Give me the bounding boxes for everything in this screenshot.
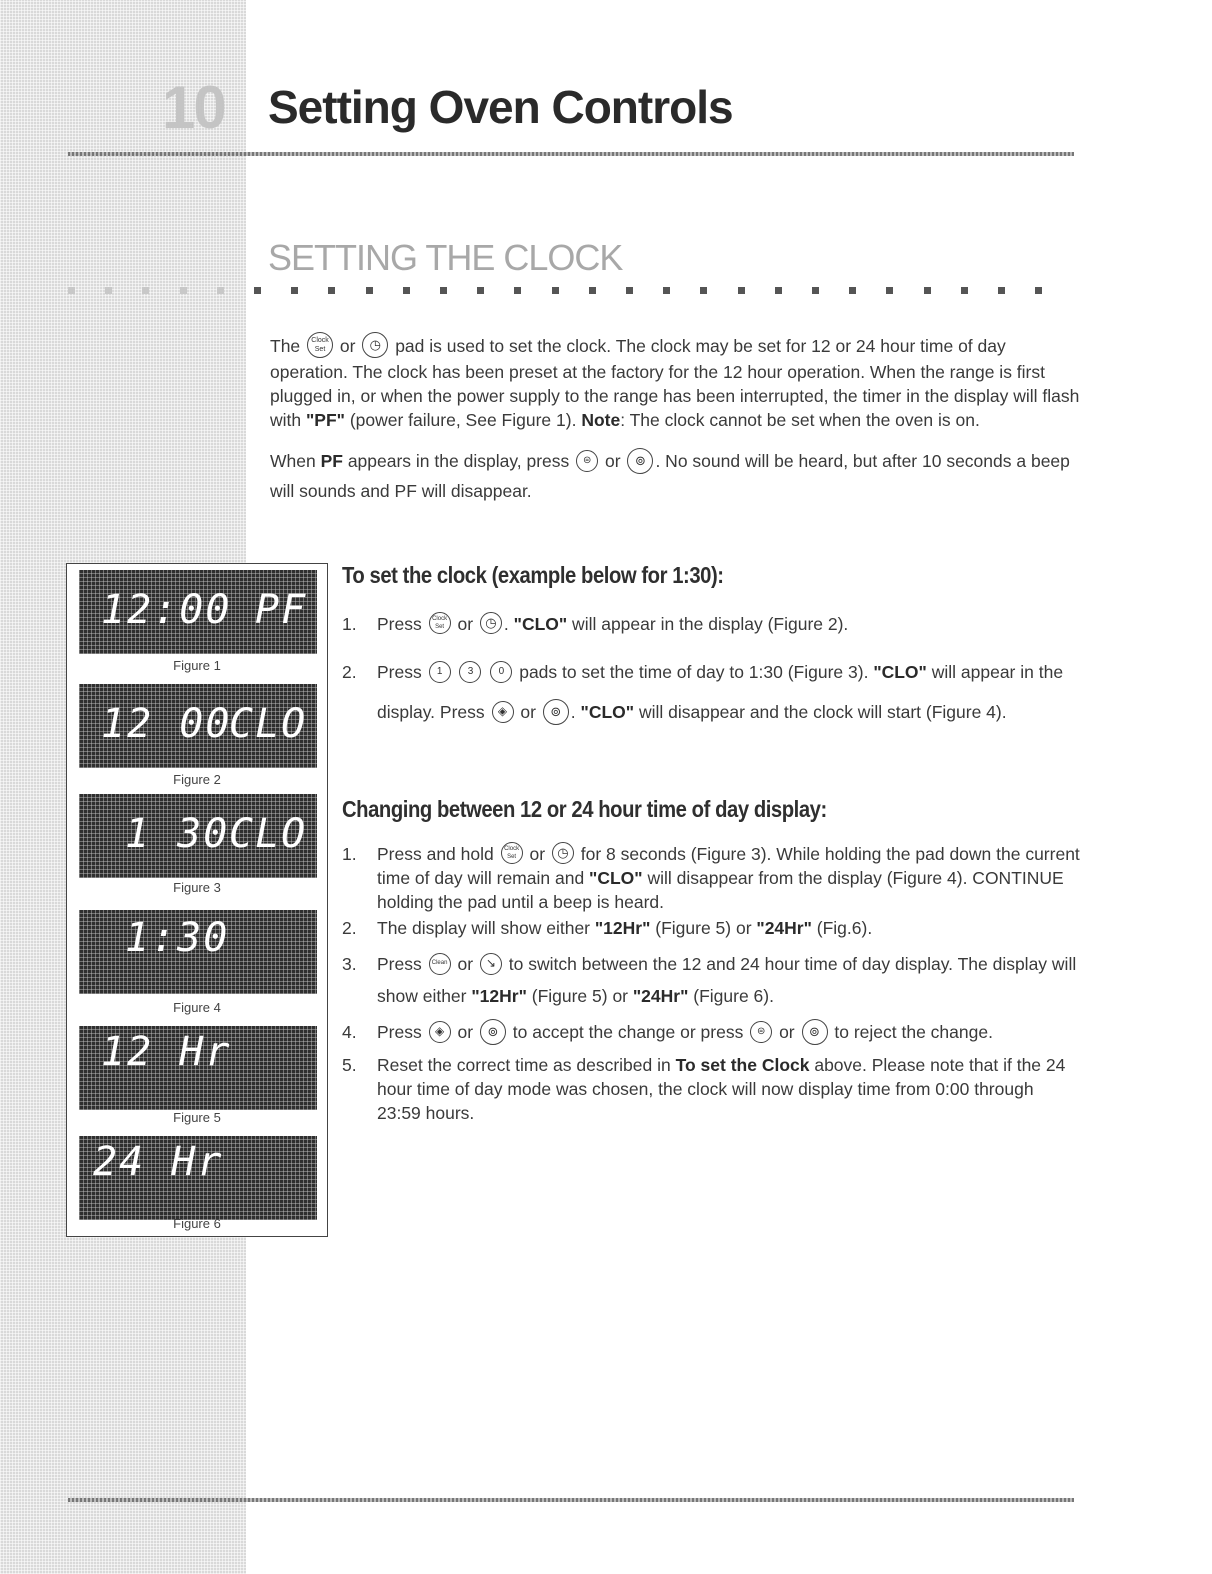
intro-paragraph-1	[270, 334, 1080, 432]
list-item	[342, 652, 1082, 732]
text: pad is used to set the clock. The clock may be set for 12 or 24 hour time of day operation. The clock has been preset at the factory for the 12 hour operation. When the range is first plugged in, or when the power supply to the range has been interrupted, the timer in the display will flash with	[270, 336, 1080, 431]
text: to switch between the 12 and 24 hour time of day display. The display will show either	[377, 954, 1077, 1007]
text: appears in the display, press	[342, 451, 575, 472]
start-round-pad-icon: ⊚	[480, 1019, 506, 1045]
step-number: 5.	[342, 1054, 357, 1075]
divider-dot	[849, 287, 856, 294]
divider-dot	[291, 287, 298, 294]
mode-code: "24Hr"	[632, 986, 689, 1007]
lcd-code: PF	[255, 587, 308, 633]
divider-dot	[142, 287, 149, 294]
divider-dot	[328, 287, 335, 294]
stop-pad-icon: ⊚	[802, 1019, 828, 1045]
divider-dot	[589, 287, 596, 294]
change-mode-heading: Changing between 12 or 24 hour time of day display:	[342, 796, 827, 822]
cross-reference: To set the Clock	[675, 1054, 810, 1075]
step-number: 1.	[342, 614, 357, 634]
divider-dot	[998, 287, 1005, 294]
divider-dot	[626, 287, 633, 294]
lcd-code: CLO	[229, 811, 308, 857]
lcd-display-figure-2	[79, 684, 317, 768]
text: Press	[377, 662, 427, 683]
digit-3-pad-icon: 3	[459, 661, 481, 683]
divider-dot	[68, 287, 75, 294]
text: pads to set the time of day to 1:30 (Figure 3).	[514, 662, 874, 683]
text: will disappear from the display (Figure 4). CONTINUE holding the pad until a beep is heard.	[377, 868, 1064, 913]
clean-pad-icon: Clean	[429, 953, 451, 975]
cancel-pad-icon: ⊜	[750, 1021, 772, 1043]
text: : The clock cannot be set when the oven is on.	[620, 410, 980, 431]
divider-dot	[403, 287, 410, 294]
divider-dot	[217, 287, 224, 294]
figure-caption: Figure 2	[173, 772, 221, 787]
divider-dot	[663, 287, 670, 294]
divider-dot	[738, 287, 745, 294]
lcd-time: 1 30	[125, 811, 230, 857]
text: (Figure 5) or	[526, 986, 633, 1007]
lcd-display-figure-3	[79, 794, 317, 878]
clock-set-pad-icon: Clock Set	[307, 332, 333, 358]
lcd-text: 12 Hr	[101, 1029, 232, 1075]
mode-code: "12Hr"	[471, 986, 527, 1007]
text: or	[600, 451, 626, 472]
step-number: 2.	[342, 918, 357, 939]
start-pad-icon: ◈	[492, 701, 514, 723]
figure-caption: Figure 5	[173, 1110, 221, 1125]
clock-set-pad-icon: Clock Set	[501, 842, 523, 864]
self-clean-pad-icon: ↘	[480, 953, 502, 975]
text: or	[452, 614, 478, 634]
start-round-pad-icon: ⊚	[543, 699, 569, 725]
text: The	[270, 336, 306, 356]
text: for 8 seconds (Figure 3). While holding the pad down the current time of day will remain and	[377, 844, 1080, 889]
text: to reject the change.	[829, 1022, 993, 1043]
mode-code: "12Hr"	[594, 918, 651, 939]
divider-dot	[514, 287, 521, 294]
step-number: 4.	[342, 1022, 357, 1043]
list-item	[342, 916, 1082, 940]
text: or	[515, 702, 541, 723]
list-item	[342, 612, 1082, 636]
page-title: Setting Oven Controls	[268, 81, 733, 133]
text: Press	[377, 614, 427, 634]
clock-icon: ◷	[552, 842, 574, 864]
title-divider	[68, 152, 1074, 156]
text: Press and hold	[377, 844, 499, 864]
text: When	[270, 451, 321, 472]
mode-code: "24Hr"	[756, 918, 812, 939]
pf-code: "PF"	[305, 410, 345, 431]
text: Reset the correct time as described in	[377, 1054, 676, 1075]
figure-panel	[66, 563, 328, 1237]
footer-divider	[68, 1498, 1074, 1502]
lcd-time: 1:30	[125, 915, 230, 961]
clo-code: "CLO"	[589, 868, 643, 889]
lcd-display-figure-1	[79, 570, 317, 654]
section-title: SETTING THE CLOCK	[268, 237, 623, 278]
chapter-number: 10	[162, 74, 225, 141]
divider-dot	[924, 287, 931, 294]
start-pad-icon: ◈	[429, 1021, 451, 1043]
divider-dot	[886, 287, 893, 294]
text: (Figure 5) or	[650, 918, 757, 939]
text: .	[570, 702, 581, 723]
list-item	[342, 1053, 1082, 1125]
digit-0-pad-icon: 0	[490, 661, 512, 683]
divider-dot	[440, 287, 447, 294]
divider-dot	[366, 287, 373, 294]
lcd-display-figure-6	[79, 1136, 317, 1220]
clo-code: "CLO"	[580, 702, 635, 723]
divider-dot	[700, 287, 707, 294]
divider-dot	[1035, 287, 1042, 294]
figure-caption: Figure 6	[173, 1216, 221, 1231]
text: or	[452, 954, 478, 975]
clo-code: "CLO"	[513, 614, 568, 634]
lcd-code: CLO	[229, 701, 308, 747]
text: (power failure, See Figure 1).	[344, 410, 582, 431]
divider-dot	[775, 287, 782, 294]
pf-code: PF	[320, 451, 343, 472]
text: or	[335, 336, 361, 356]
list-item	[342, 1020, 1082, 1046]
divider-dot	[961, 287, 968, 294]
lcd-display-figure-5	[79, 1026, 317, 1110]
stop-pad-icon: ⊚	[627, 448, 653, 474]
clo-code: "CLO"	[873, 662, 927, 683]
divider-dot	[812, 287, 819, 294]
figure-caption: Figure 1	[173, 658, 221, 673]
text: or	[452, 1022, 478, 1043]
text: Press	[377, 954, 427, 975]
intro-text	[270, 334, 1080, 514]
digit-1-pad-icon: 1	[429, 661, 451, 683]
text: (Fig.6).	[811, 918, 873, 939]
figure-caption: Figure 4	[173, 1000, 221, 1015]
step-number: 2.	[342, 662, 357, 683]
list-item	[342, 948, 1082, 1012]
lcd-time: 12 00	[101, 701, 232, 747]
step-number: 3.	[342, 954, 357, 975]
section-dot-divider	[68, 286, 1074, 296]
lcd-text: 24 Hr	[93, 1139, 224, 1185]
text: will appear in the display (Figure 2).	[567, 614, 849, 634]
lcd-display-figure-4	[79, 910, 317, 994]
clock-icon: ◷	[362, 332, 388, 358]
step-number: 1.	[342, 844, 357, 864]
change-mode-steps	[342, 842, 1082, 1125]
text: (Figure 6).	[688, 986, 774, 1007]
text: or	[774, 1022, 800, 1043]
text: to accept the change or press	[507, 1022, 749, 1043]
note-label: Note	[581, 410, 621, 431]
text: Press	[377, 1022, 427, 1043]
text: or	[524, 844, 550, 864]
intro-paragraph-2	[270, 446, 1080, 506]
divider-dot	[180, 287, 187, 294]
divider-dot	[254, 287, 261, 294]
set-clock-steps	[342, 612, 1082, 732]
text: will appear in the display. Press	[377, 662, 1064, 723]
text: The display will show either	[377, 918, 595, 939]
clock-set-pad-icon: Clock Set	[429, 612, 451, 634]
clock-icon: ◷	[480, 612, 502, 634]
list-item	[342, 842, 1082, 914]
text: above. Please note that if the 24 hour time of day mode was chosen, the clock will now display time from 0:00 through 23:59 hours.	[377, 1054, 1066, 1123]
text: . No sound will be heard, but after 10 seconds a beep will sounds and PF will disappear.	[270, 451, 1070, 502]
text: will disappear and the clock will start (Figure 4).	[634, 702, 1007, 723]
divider-dot	[477, 287, 484, 294]
divider-dot	[552, 287, 559, 294]
set-clock-heading: To set the clock (example below for 1:30):	[342, 562, 724, 588]
text: .	[503, 614, 514, 634]
lcd-time: 12:00	[101, 587, 232, 633]
figure-caption: Figure 3	[173, 880, 221, 895]
divider-dot	[105, 287, 112, 294]
cancel-pad-icon: ⊜	[576, 450, 598, 472]
